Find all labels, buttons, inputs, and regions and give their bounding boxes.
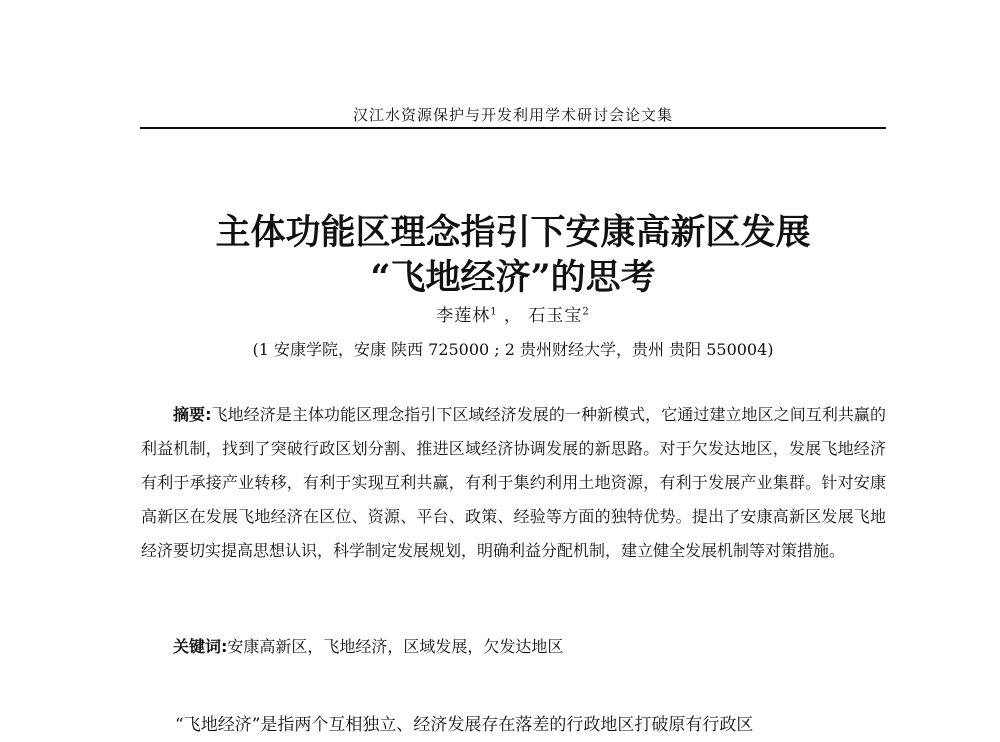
keywords-text: 安康高新区，飞地经济，区域发展，欠发达地区: [227, 637, 564, 656]
author-name: 李莲林: [436, 306, 491, 326]
header-rule: [140, 127, 886, 129]
keywords-label: 关键词:: [173, 637, 228, 656]
title-line-1: 主体功能区理念指引下安康高新区发展: [215, 212, 811, 253]
abstract: [141, 398, 886, 568]
author-affiliation-mark: 1: [490, 306, 498, 318]
abstract-label: 摘要:: [173, 405, 212, 424]
author-separator: ，: [504, 306, 522, 326]
body-paragraph: “飞地经济”是指两个互相独立、经济发展存在落差的行政地区打破原有行政区: [175, 715, 754, 735]
author-list: [140, 301, 886, 326]
keywords: [141, 634, 886, 657]
affiliation: (1 安康学院，安康 陕西 725000 ; 2 贵州财经大学，贵州 贵阳 550004): [252, 340, 774, 359]
running-header: 汉江水资源保护与开发利用学术研讨会论文集: [352, 106, 673, 124]
abstract-text: 飞地经济是主体功能区理念指引下区域经济发展的一种新模式，它通过建立地区之间互利共赢的利益机制，找到了突破行政区划分割、推进区域经济协调发展的新思路。对于欠发达地区，发展飞地经济有利于承接产业转移，有利于实现互利共赢，有利于集约利用土地资源，有利于发展产业集群。针对安康高新区在发展飞地经济在区位、资源、平台、政策、经验等方面的独特优势。提出了安康高新区发展飞地经济要切实提高思想认识，科学制定发展规划，明确利益分配机制，建立健全发展机制等对策措施。: [141, 405, 886, 560]
paper-title: [120, 210, 906, 300]
author-affiliation-mark: 2: [582, 306, 590, 318]
title-line-2: “飞地经济”的思考: [370, 257, 656, 298]
author-name: 石玉宝: [528, 306, 583, 326]
